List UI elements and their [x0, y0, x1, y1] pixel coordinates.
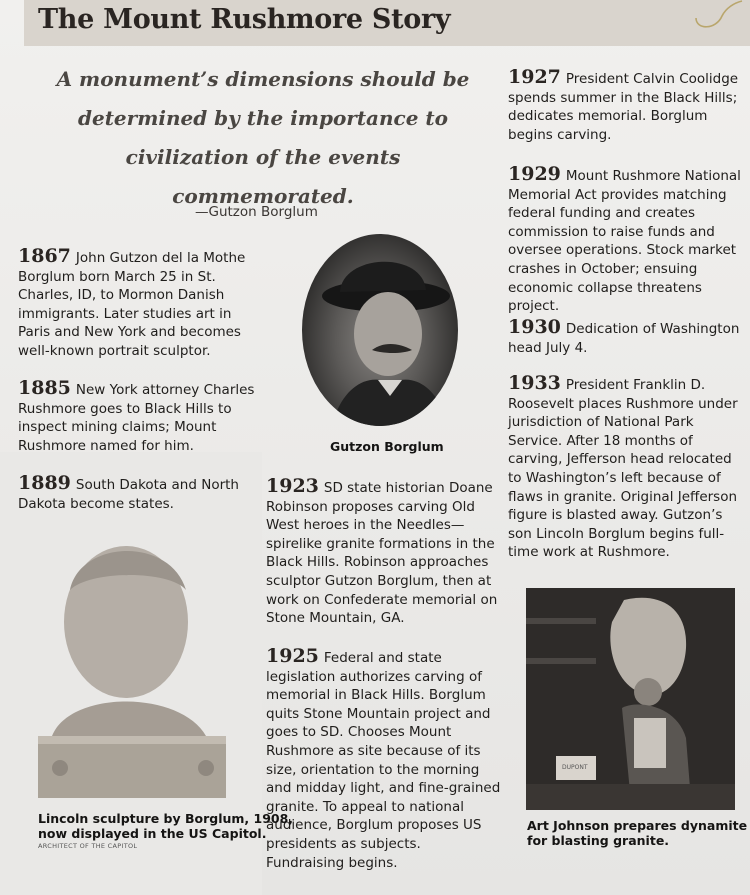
bust-caption-line-1: Lincoln sculpture by Borglum, 1908, [38, 811, 294, 826]
entry-year: 1867 [18, 245, 71, 267]
entry-year: 1927 [508, 66, 561, 88]
timeline-entry-1925 [266, 647, 502, 872]
entry-text: President Franklin D. Roosevelt places Rushmore under jurisdiction of National Park Service. After 18 months of carving, Jefferson head relocated to Washington’s left because of flaws in granite. Original Jefferson figure is blasted away. Gutzon’s son Lincoln Borglum begins full-time work at Rushmore. [508, 377, 738, 561]
portrait-illustration [302, 234, 458, 426]
page-title: The Mount Rushmore Story [38, 4, 451, 35]
borglum-portrait-photo [302, 234, 458, 426]
entry-year: 1889 [18, 472, 71, 494]
bust-caption-line-2: now displayed in the US Capitol. [38, 826, 267, 841]
entry-text: SD state historian Doane Robinson proposes carving Old West heroes in the Needles—spirelike granite formations in the Black Hills. Robinson approaches sculptor Gutzon Borglum, then at work on Confederate memorial on Stone Mountain, GA. [266, 480, 498, 627]
dynamite-caption-line-1: Art Johnson prepares dynamite [527, 818, 748, 833]
timeline-entry-1867 [18, 247, 256, 361]
entry-text: Mount Rushmore National Memorial Act provides matching federal funding and creates commission to raise funds and oversee operations. Stock market crashes in October; ensuing economic collapse threatens project. [508, 168, 741, 315]
dynamite-caption-line-2: for blasting granite. [527, 833, 670, 848]
entry-year: 1930 [508, 316, 561, 338]
entry-text: President Calvin Coolidge spends summer in the Black Hills; dedicates memorial. Borglum begins carving. [508, 71, 739, 143]
bust-illustration [30, 530, 235, 805]
dynamite-workshop-photo [526, 588, 735, 810]
pen-check-mark [686, 0, 746, 34]
timeline-entry-1885 [18, 379, 258, 455]
entry-year: 1923 [266, 475, 319, 497]
timeline-entry-1927 [508, 68, 744, 144]
timeline-entry-1933 [508, 374, 746, 562]
timeline-entry-1930 [508, 318, 744, 357]
entry-year: 1925 [266, 645, 319, 667]
dupont-crate-label: DUPONT [562, 764, 588, 771]
bust-caption [38, 811, 293, 841]
lincoln-bust-photo [30, 530, 235, 805]
entry-text: New York attorney Charles Rushmore goes to Black Hills to inspect mining claims; Mount Rushmore named for him. [18, 382, 255, 454]
timeline-entry-1929 [508, 165, 748, 316]
entry-text: Dedication of Washington head July 4. [508, 321, 740, 356]
bust-photo-credit: ARCHITECT OF THE CAPITOL [38, 842, 138, 850]
entry-text: Federal and state legislation authorizes carving of memorial in Black Hills. Borglum quits Stone Mountain project and goes to SD. Chooses Mount Rushmore as site because of its size, orientation to the morning and midday light, and fine-grained granite. To appeal to national audience, Borglum proposes US presidents as subjects. Fundraising begins. [266, 650, 501, 871]
quote-attribution: —Gutzon Borglum [195, 204, 318, 220]
title-banner [24, 0, 750, 46]
entry-text: South Dakota and North Dakota become states. [18, 477, 239, 512]
entry-text: John Gutzon del la Mothe Borglum born March 25 in St. Charles, ID, to Mormon Danish immigrants. Later studies art in Paris and New York and becomes well-known portrait sculptor. [18, 250, 246, 359]
entry-year: 1885 [18, 377, 71, 399]
entry-year: 1929 [508, 163, 561, 185]
portrait-caption: Gutzon Borglum [330, 439, 444, 454]
timeline-entry-1889 [18, 474, 246, 513]
dynamite-caption [527, 818, 747, 848]
timeline-entry-1923 [266, 477, 500, 628]
entry-year: 1933 [508, 372, 561, 394]
workshop-illustration [526, 588, 735, 810]
borglum-quote: A monument’s dimensions should be determined by the importance to civilization of the events commemorated. [56, 67, 470, 208]
